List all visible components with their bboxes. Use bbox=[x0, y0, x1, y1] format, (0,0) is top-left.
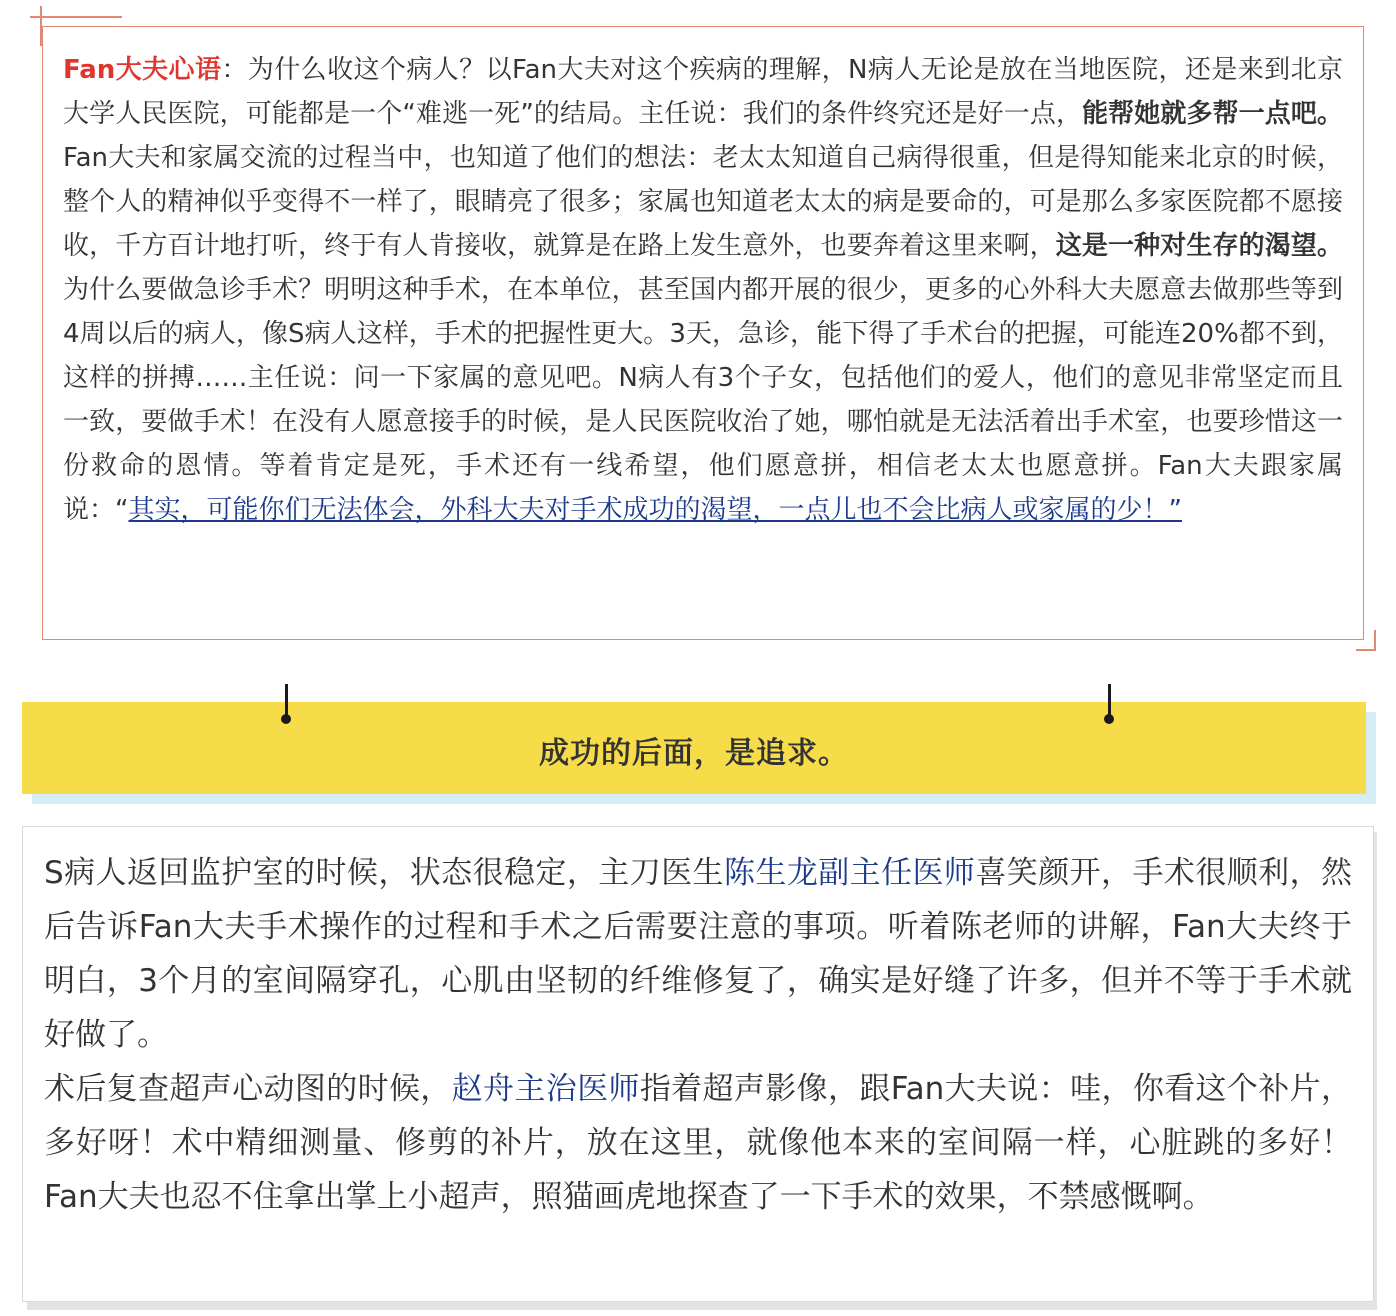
story-p1-text-b: 喜笑颜开，手术很顺利，然后告诉Fan大夫手术操作的过程和手术之后需要注意的事项。听着陈老师的讲解，Fan大夫终于明白，3个月的室间隔穿孔，心肌由坚韧的纤维修复了，确实是好缝了许多，但并不等于手术就好做了。 bbox=[44, 855, 1353, 1053]
section-banner bbox=[22, 702, 1366, 794]
banner-pin-left-line bbox=[285, 684, 288, 718]
banner-pin-left-dot bbox=[281, 714, 291, 724]
story-p2-text-a: 术后复查超声心动图的时候， bbox=[44, 1071, 452, 1107]
heart-words-text-b: Fan大夫和家属交流的过程当中，也知道了他们的想法：老太太知道自己病得很重，但是得知能来北京的时候，整个人的精神似乎变得不一样了，眼睛亮了很多；家属也知道老太太的病是要命的，可是那么多家医院都不愿接收，千方百计地打听，终于有人肯接收，就算是在路上发生意外，也要奔着这里来啊， bbox=[63, 143, 1343, 261]
heart-words-label: Fan大夫心语 bbox=[63, 55, 222, 85]
story-card-text bbox=[44, 846, 1352, 1224]
heart-words-paragraph bbox=[63, 48, 1343, 532]
corner-decoration-top-left bbox=[30, 16, 122, 18]
heart-words-bold-b: 这是一种对生存的渴望。 bbox=[1055, 231, 1343, 261]
corner-decoration-top-left-vertical bbox=[40, 6, 42, 46]
doctor-name-zhao: 赵舟主治医师 bbox=[451, 1071, 640, 1107]
heart-words-text-a: ：为什么收这个病人？以Fan大夫对这个疾病的理解，N病人无论是放在当地医院，还是来到北京大学人民医院，可能都是一个“难逃一死”的结局。主任说：我们的条件终究还是好一点， bbox=[63, 55, 1343, 129]
banner-pin-right-dot bbox=[1104, 714, 1114, 724]
corner-decoration-bottom-right-vertical bbox=[1374, 630, 1376, 650]
corner-decoration-bottom-right bbox=[1356, 649, 1376, 651]
banner-pin-right-line bbox=[1108, 684, 1111, 718]
heart-words-bold-a: 能帮她就多帮一点吧。 bbox=[1082, 99, 1343, 129]
story-p2-text-b: 指着超声影像，跟Fan大夫说：哇，你看这个补片，多好呀！术中精细测量、修剪的补片，放在这里，就像他本来的室间隔一样，心脏跳的多好！Fan大夫也忍不住拿出掌上小超声，照猫画虎地探查了一下手术的效果，不禁感慨啊。 bbox=[44, 1071, 1352, 1215]
heart-words-quote-link[interactable]: 其实，可能你们无法体会，外科大夫对手术成功的渴望，一点儿也不会比病人或家属的少！” bbox=[128, 495, 1182, 525]
heart-words-text-c: 为什么要做急诊手术？明明这种手术，在本单位，甚至国内都开展的很少，更多的心外科大夫愿意去做那些等到4周以后的病人，像S病人这样，手术的把握性更大。3天，急诊，能下得了手术台的把握，可能连20%都不到，这样的拼搏……主任说：问一下家属的意见吧。N病人有3个子女，包括他们的爱人，他们的意见非常坚定而且一致，要做手术！在没有人愿意接手的时候，是人民医院收治了她，哪怕就是无法活着出手术室，也要珍惜这一份救命的恩情。等着肯定是死，手术还有一线希望，他们愿意拼，相信老太太也愿意拼。Fan大夫跟家属说：“ bbox=[63, 275, 1343, 525]
banner-title: 成功的后面，是追求。 bbox=[539, 736, 849, 771]
story-paragraph-1 bbox=[44, 846, 1352, 1062]
story-paragraph-2 bbox=[44, 1062, 1352, 1224]
doctor-name-chen: 陈生龙副主任医师 bbox=[723, 855, 976, 891]
story-p1-text-a: S病人返回监护室的时候，状态很稳定，主刀医生 bbox=[44, 855, 724, 891]
